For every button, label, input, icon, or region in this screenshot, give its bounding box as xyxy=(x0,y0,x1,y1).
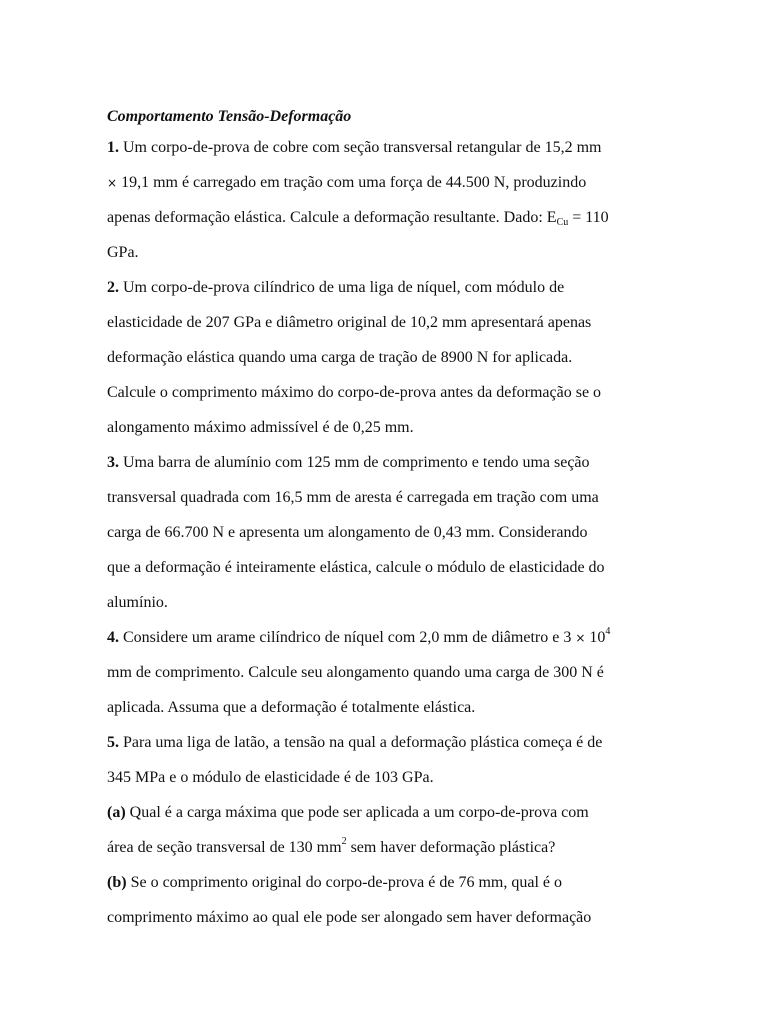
problem-5a-text-3: sem haver deformação plástica? xyxy=(346,839,556,856)
problem-2-line-1 xyxy=(107,270,667,305)
problem-1-text-5: GPa. xyxy=(107,244,139,261)
problem-5-text-1: Para uma liga de latão, a tensão na qual a deformação plástica começa é de xyxy=(119,734,603,751)
problem-2-line-3: deformação elástica quando uma carga de tração de 8900 N for aplicada. xyxy=(107,349,573,366)
problem-1-text-4: = 110 xyxy=(568,209,609,226)
problem-1-line-1 xyxy=(107,130,667,165)
problem-5a-label: (a) xyxy=(107,804,126,821)
problem-5-line-1 xyxy=(107,725,667,760)
times-symbol: × xyxy=(575,631,586,645)
times-symbol: × xyxy=(107,176,118,190)
problem-4-text-2: 10 xyxy=(585,629,606,646)
problem-5a-text-1: Qual é a carga máxima que pode ser aplicada a um corpo-de-prova com xyxy=(125,804,589,821)
problem-5-line-2: 345 MPa e o módulo de elasticidade é de 103 GPa. xyxy=(107,769,434,786)
problem-1-text-3: apenas deformação elástica. Calcule a deformação resultante. Dado: E xyxy=(107,209,557,226)
problem-5b-text-1: Se o comprimento original do corpo-de-prova é de 76 mm, qual é o xyxy=(126,874,562,891)
document-title: Comportamento Tensão-Deformação xyxy=(107,108,352,125)
document-page xyxy=(107,104,667,935)
problem-1 xyxy=(107,130,667,270)
problem-1-line-3 xyxy=(107,200,667,235)
problem-3-line-4: que a deformação é inteiramente elástica, calcule o módulo de elasticidade do xyxy=(107,559,605,576)
problem-5a-line-2 xyxy=(107,830,667,865)
superscript-2: 2 xyxy=(341,836,347,847)
problem-5b-line-1 xyxy=(107,865,667,900)
superscript-4: 4 xyxy=(605,626,611,637)
problem-3-number: 3. xyxy=(107,454,119,471)
problem-5a xyxy=(107,795,667,865)
problem-1-line-2 xyxy=(107,165,667,200)
problem-2-text-1: Um corpo-de-prova cilíndrico de uma liga de níquel, com módulo de xyxy=(119,279,565,296)
problem-1-text-1: Um corpo-de-prova de cobre com seção transversal retangular de 15,2 mm xyxy=(119,139,602,156)
problem-1-number: 1. xyxy=(107,139,119,156)
problem-2-number: 2. xyxy=(107,279,119,296)
problem-2-line-4: Calcule o comprimento máximo do corpo-de-prova antes da deformação se o xyxy=(107,384,602,401)
problem-4-line-3: aplicada. Assuma que a deformação é totalmente elástica. xyxy=(107,699,476,716)
problem-2 xyxy=(107,270,667,445)
problem-3-text-1: Uma barra de alumínio com 125 mm de comprimento e tendo uma seção xyxy=(119,454,590,471)
problem-4-line-1 xyxy=(107,620,667,655)
problem-3-line-5: alumínio. xyxy=(107,594,168,611)
problem-4 xyxy=(107,620,667,725)
problem-3-line-2: transversal quadrada com 16,5 mm de aresta é carregada em tração com uma xyxy=(107,489,599,506)
problem-5b-label: (b) xyxy=(107,874,127,891)
problem-1-text-2: 19,1 mm é carregado em tração com uma força de 44.500 N, produzindo xyxy=(117,174,587,191)
subscript-cu: Cu xyxy=(556,217,569,228)
problem-5a-line-1 xyxy=(107,795,667,830)
problem-3 xyxy=(107,445,667,620)
problem-5-number: 5. xyxy=(107,734,119,751)
problem-1-line-4 xyxy=(107,235,667,270)
problem-3-line-3: carga de 66.700 N e apresenta um alongamento de 0,43 mm. Considerando xyxy=(107,524,588,541)
problem-5b-line-2: comprimento máximo ao qual ele pode ser alongado sem haver deformação xyxy=(107,909,592,926)
problem-4-text-1: Considere um arame cilíndrico de níquel com 2,0 mm de diâmetro e 3 xyxy=(119,629,576,646)
problem-5 xyxy=(107,725,667,795)
problem-5a-text-2: área de seção transversal de 130 mm xyxy=(107,839,342,856)
problem-2-line-5: alongamento máximo admissível é de 0,25 mm. xyxy=(107,419,414,436)
problem-4-number: 4. xyxy=(107,629,119,646)
problem-4-line-2: mm de comprimento. Calcule seu alongamento quando uma carga de 300 N é xyxy=(107,664,604,681)
problem-5b xyxy=(107,865,667,935)
problem-2-line-2: elasticidade de 207 GPa e diâmetro original de 10,2 mm apresentará apenas xyxy=(107,314,592,331)
problem-3-line-1 xyxy=(107,445,667,480)
